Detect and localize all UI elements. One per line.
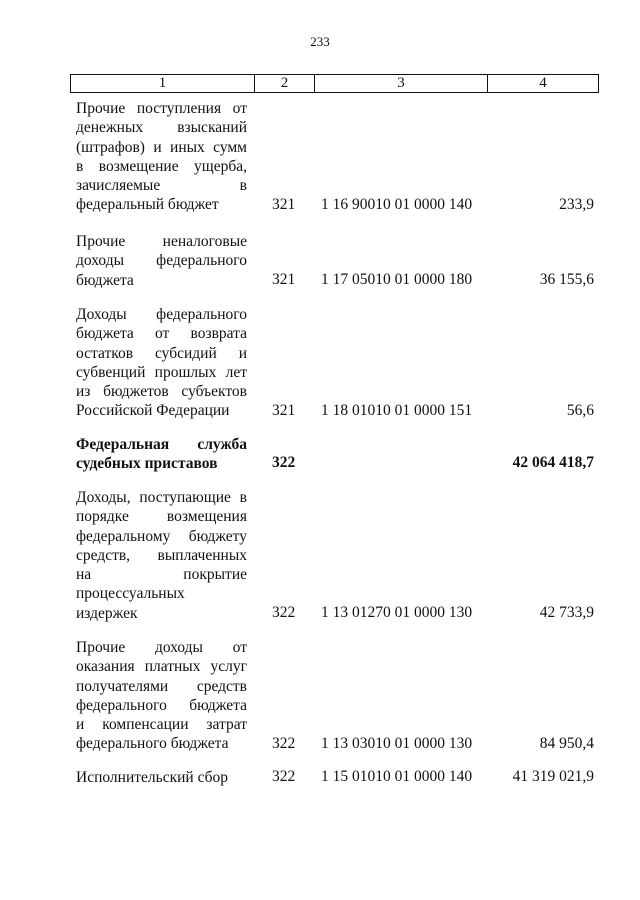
row-amount: 42 733,9 — [539, 603, 594, 621]
row-name-line: оказания платных услуг — [76, 658, 247, 676]
row-amount: 36 155,6 — [539, 270, 594, 288]
row-name-line: федерального бюджета — [76, 735, 229, 753]
row-name-line: денежных взысканий — [76, 119, 247, 137]
row-name-line: Прочие неналоговые — [76, 233, 247, 250]
row-kbk: 1 13 03010 01 0000 130 — [321, 734, 473, 752]
row-kbk: 1 15 01010 01 0000 140 — [321, 768, 473, 785]
row-name-line: Исполнительский сбор — [76, 769, 229, 786]
row-name-line: (штрафов) и иных сумм — [76, 138, 247, 156]
row-code: 322 — [272, 603, 296, 621]
row-name-line: остатков субсидий и — [76, 344, 247, 362]
row-name-line: зачисляемые в — [76, 177, 247, 195]
header-col-4: 4 — [487, 75, 598, 92]
row-name-line: федеральному бюджету — [76, 527, 247, 545]
row-code: 322 — [272, 734, 296, 752]
row-name-line: порядке возмещения — [76, 508, 247, 526]
row-name-line: бюджета от возврата — [76, 325, 247, 343]
row-name-line: в возмещение ущерба, — [76, 157, 247, 175]
row-name — [76, 638, 247, 754]
table-header-row — [70, 74, 599, 93]
row-name-line: судебных приставов — [76, 455, 218, 473]
row-code: 321 — [272, 401, 296, 419]
row-name-line: и компенсации затрат — [76, 716, 247, 734]
row-name-line: Доходы федерального — [76, 306, 247, 323]
row-amount: 233,9 — [559, 195, 594, 213]
row-name — [76, 435, 247, 474]
row-name-line: доходы федерального — [76, 252, 247, 270]
row-name — [76, 768, 247, 787]
row-name-line: Российской Федерации — [76, 402, 230, 420]
row-code: 321 — [272, 195, 296, 213]
row-name-line: процессуальных — [76, 585, 185, 603]
row-name-line: федерального бюджета — [76, 696, 247, 714]
row-name-line: субвенций прошлых лет — [76, 363, 247, 381]
row-name — [76, 232, 247, 290]
row-name — [76, 99, 247, 215]
row-code: 322 — [272, 768, 296, 785]
row-name-line: получателями средств — [76, 677, 247, 695]
row-amount: 41 319 021,9 — [512, 768, 594, 785]
row-amount: 84 950,4 — [539, 734, 594, 752]
row-name-line: федеральный бюджет — [76, 196, 219, 214]
row-amount: 56,6 — [566, 401, 594, 419]
header-col-1: 1 — [158, 75, 167, 91]
row-code: 322 — [272, 454, 296, 472]
row-kbk: 1 16 90010 01 0000 140 — [321, 195, 473, 213]
row-name-line: Федеральная служба — [76, 436, 247, 453]
row-name-line: Прочие доходы от — [76, 639, 247, 656]
row-name-line: из бюджетов субъектов — [76, 383, 247, 401]
header-col-3: 3 — [314, 75, 487, 92]
row-name — [76, 488, 247, 623]
row-name-line: издержек — [76, 604, 138, 622]
row-kbk: 1 18 01010 01 0000 151 — [321, 401, 473, 419]
row-name-line: средств, выплаченных — [76, 546, 247, 564]
row-name-line: на покрытие — [76, 566, 247, 584]
row-kbk: 1 13 01270 01 0000 130 — [321, 603, 473, 621]
row-kbk: 1 17 05010 01 0000 180 — [321, 270, 473, 288]
row-amount: 42 064 418,7 — [512, 454, 594, 472]
row-name-line: бюджета — [76, 271, 134, 289]
header-col-2: 2 — [254, 75, 314, 92]
row-name-line: Доходы, поступающие в — [76, 489, 247, 506]
page-number: 233 — [310, 34, 330, 49]
row-name-line: Прочие поступления от — [76, 100, 247, 117]
row-name — [76, 305, 247, 421]
row-code: 321 — [272, 270, 296, 288]
